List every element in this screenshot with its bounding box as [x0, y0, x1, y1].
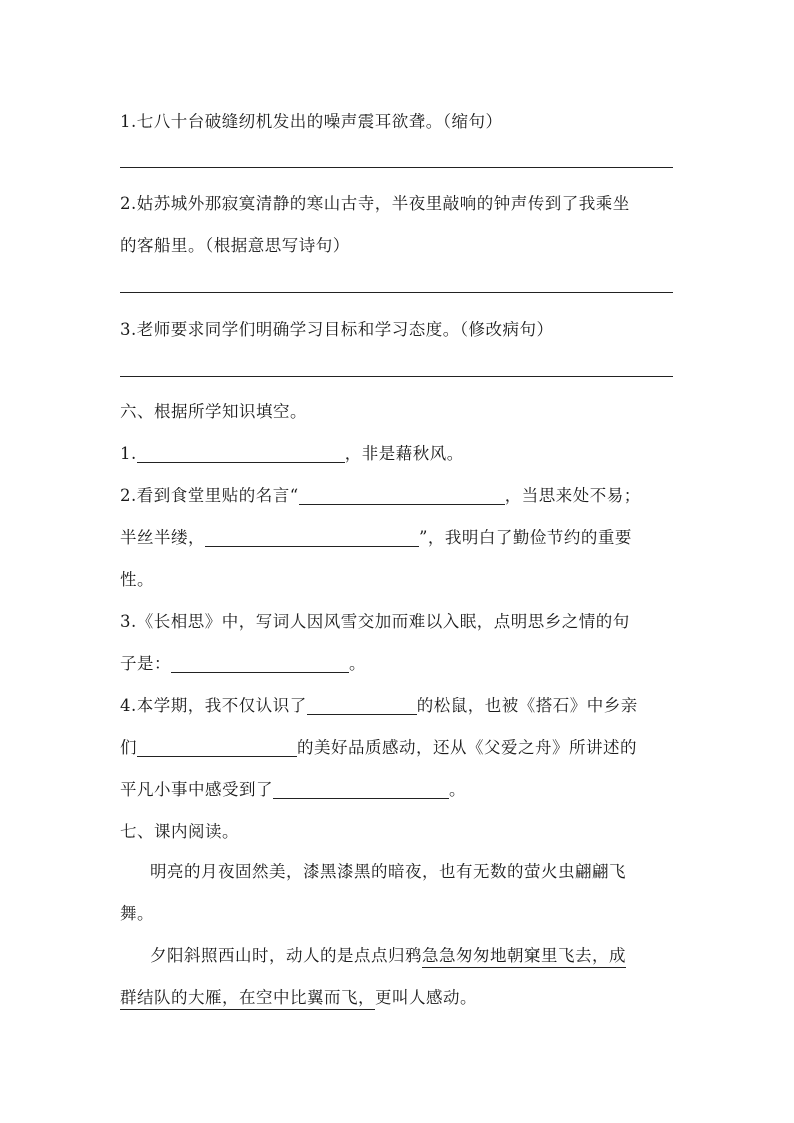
q6-2-line3: 性。	[120, 570, 154, 589]
q6-4-line3	[120, 776, 466, 800]
q6-4-line2-suffix: 的美好品质感动，还从《父爱之舟》所讲述的	[297, 738, 637, 757]
q6-2-line2-prefix: 半丝半缕，	[120, 528, 205, 547]
q6-4-line3-suffix: 。	[449, 780, 466, 799]
q6-3-suffix: 。	[349, 654, 366, 673]
q6-2-line2-suffix: ”，我明白了勤俭节约的重要	[419, 528, 632, 547]
q5-1-answer-line[interactable]	[120, 167, 673, 168]
passage-p1-line1: 明亮的月夜固然美，漆黑漆黑的暗夜，也有无数的萤火虫翩翩飞	[150, 862, 626, 881]
passage-p2-line2	[120, 984, 477, 1008]
q6-4-line1	[120, 692, 638, 716]
passage-p2-line1	[150, 942, 626, 966]
q6-2-blank-2[interactable]	[205, 530, 419, 548]
q6-2-prefix: 2.看到食堂里贴的名言“	[120, 486, 299, 505]
q6-1-blank[interactable]	[137, 446, 345, 464]
q5-2-text-line1: 2.姑苏城外那寂寞清静的寒山古寺，半夜里敲响的钟声传到了我乘坐	[120, 194, 630, 213]
q6-4-line3-prefix: 平凡小事中感受到了	[120, 780, 273, 799]
q6-4-line2	[120, 734, 637, 758]
q6-4-blank-3[interactable]	[273, 782, 449, 800]
passage-p2-underlined-2: 群结队的大雁，在空中比翼而飞，	[120, 988, 375, 1010]
q6-1-prefix: 1.	[120, 444, 137, 463]
q6-4-line1-suffix: 的松鼠，也被《搭石》中乡亲	[416, 696, 638, 715]
q6-3-blank[interactable]	[171, 656, 349, 674]
q5-1-text: 1.七八十台破缝纫机发出的噪声震耳欲聋。（缩句）	[120, 112, 503, 131]
q6-2-line2	[120, 524, 632, 548]
q5-3-text: 3.老师要求同学们明确学习目标和学习态度。（修改病句）	[120, 320, 554, 339]
q6-4-blank-2[interactable]	[137, 740, 297, 758]
q6-4-blank-1[interactable]	[307, 698, 417, 716]
q6-1-suffix: ，非是藉秋风。	[344, 444, 464, 463]
q5-2-answer-line[interactable]	[120, 292, 673, 293]
q5-2-text-line2: 的客船里。（根据意思写诗句）	[120, 236, 350, 255]
q5-3-answer-line[interactable]	[120, 376, 673, 377]
q6-4-line1-prefix: 4.本学期，我不仅认识了	[120, 696, 307, 715]
passage-p1-line2: 舞。	[120, 904, 154, 923]
q6-3-line2	[120, 650, 366, 674]
q6-2-line1	[120, 482, 641, 506]
passage-p2-plain-1: 夕阳斜照西山时，动人的是点点归鸦	[150, 946, 422, 965]
q6-2-blank-1[interactable]	[299, 488, 505, 506]
section7-heading: 七、课内阅读。	[120, 822, 239, 841]
passage-p2-underlined-1: 急急匆匆地朝窠里飞去，成	[422, 946, 626, 968]
q6-4-line2-prefix: 们	[120, 738, 137, 757]
q6-3-prefix: 子是：	[120, 654, 171, 673]
section6-heading: 六、根据所学知识填空。	[120, 402, 307, 421]
passage-p2-plain-2: 更叫人感动。	[375, 988, 477, 1007]
q6-1	[120, 440, 464, 464]
q6-3-line1: 3.《长相思》中，写词人因风雪交加而难以入眠，点明思乡之情的句	[120, 612, 630, 631]
q6-2-mid: ，当思来处不易；	[504, 486, 641, 505]
